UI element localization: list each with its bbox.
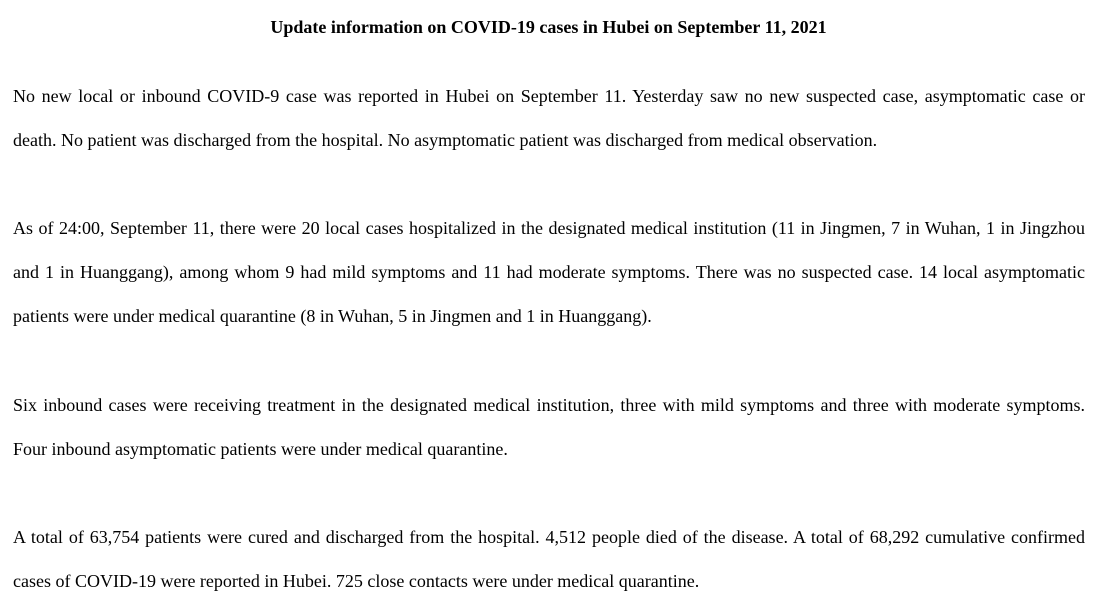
- paragraph-cumulative-totals: A total of 63,754 patients were cured and discharged from the hospital. 4,512 people died of the disease. A total of 68,292 cumulative confirmed cases of COVID-19 were reported in Hubei. 725 close contacts were under medical quarantine.: [13, 527, 1085, 591]
- paragraph-local-cases: As of 24:00, September 11, there were 20 local cases hospitalized in the designated medical institution (11 in Jingmen, 7 in Wuhan, 1 in Jingzhou and 1 in Huanggang), among whom 9 had mild symptoms and 11 had moderate symptoms. There was no suspected case. 14 local asymptomatic patients were under medical quarantine (8 in Wuhan, 5 in Jingmen and 1 in Huanggang).: [13, 218, 1085, 326]
- paragraph-new-cases: No new local or inbound COVID-9 case was reported in Hubei on September 11. Yesterday saw no new suspected case, asymptomatic case or death. No patient was discharged from the hospital. No asymptomatic patient was discharged from medical observation.: [13, 86, 1085, 150]
- page-title: Update information on COVID-19 cases in Hubei on September 11, 2021: [270, 17, 827, 37]
- paragraph-inbound-cases: Six inbound cases were receiving treatment in the designated medical institution, three with mild symptoms and three with moderate symptoms. Four inbound asymptomatic patients were under medical quarantine.: [13, 395, 1085, 459]
